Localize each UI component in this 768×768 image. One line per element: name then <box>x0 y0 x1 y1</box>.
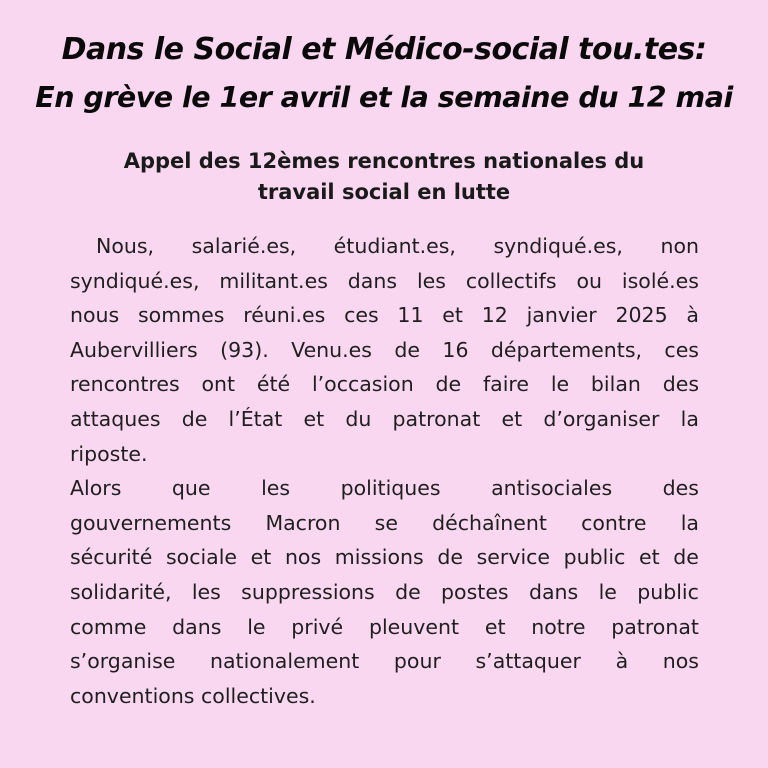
paragraph-2-line: conventions collectives. <box>70 683 316 708</box>
paragraph-1-line: Aubervilliers (93). Venu.es de 16 départements, ces <box>70 337 699 362</box>
paragraph-2 <box>70 471 699 713</box>
paragraph-1-line: rencontres ont été l’occasion de faire le bilan des <box>70 372 699 397</box>
paragraph-1 <box>70 229 699 471</box>
paragraph-2-line: sécurité sociale et nos missions de service public et de <box>70 545 699 570</box>
paragraph-1-line: nous sommes réuni.es ces 11 et 12 janvier 2025 à <box>70 303 699 328</box>
paragraph-2-line: s’organise nationalement pour s’attaquer à nos <box>70 649 699 674</box>
title-line-2: En grève le 1er avril et la semaine du 12 mai <box>35 81 733 114</box>
title-line-1: Dans le Social et Médico-social tou.tes: <box>61 32 707 67</box>
paragraph-1-line: attaques de l’État et du patronat et d’organiser la <box>70 406 699 431</box>
paragraph-1-line: riposte. <box>70 441 148 466</box>
paragraph-2-line: solidarité, les suppressions de postes dans le public <box>70 579 699 604</box>
paragraph-1-line: syndiqué.es, militant.es dans les collectifs ou isolé.es <box>70 268 699 293</box>
subtitle-line-1: Appel des 12èmes rencontres nationales du <box>123 149 645 173</box>
paragraph-2-line: comme dans le privé pleuvent et notre patronat <box>70 614 699 639</box>
paragraph-2-line: gouvernements Macron se déchaînent contre la <box>70 510 699 535</box>
subtitle-line-2: travail social en lutte <box>257 180 511 204</box>
paragraph-2-line: Alors que les politiques antisociales des <box>70 476 699 501</box>
paragraph-1-line: Nous, salarié.es, étudiant.es, syndiqué.es, non <box>96 234 699 258</box>
body-text <box>70 229 699 713</box>
